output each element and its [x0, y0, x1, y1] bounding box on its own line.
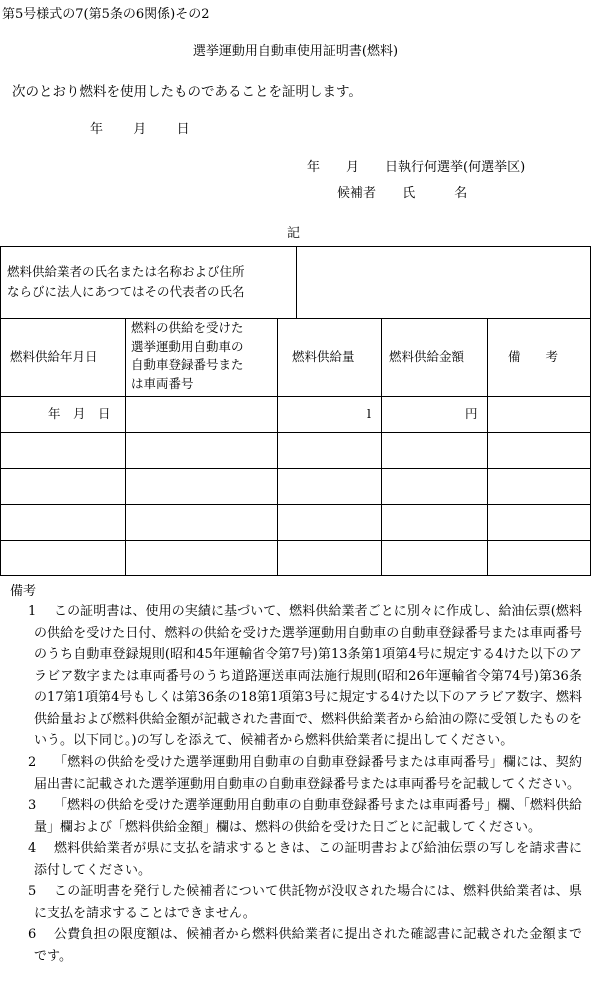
note-text: 公費負担の限度額は、候補者から燃料供給業者に提出された確認書に記載された金額までです。: [34, 927, 582, 964]
form-number: 第5号様式の7(第5条の6関係)その2: [2, 7, 210, 22]
fuel-table: [0, 246, 591, 576]
date-day: 日: [176, 122, 190, 137]
note-item: [28, 795, 582, 838]
note-text: この証明書は、使用の実績に基づいて、燃料供給業者ごとに別々に作成し、給油伝票(燃料の供給を受けた日付、燃料の供給を受けた選挙運動用自動車の自動車登録番号または車両番号のうち自動車登録規則(昭和45年運輸省令第7号)第13条第1項第4号に規定する4けた以下のアラビア数字または車両番号のうち道路運送車両法施行規則(昭和26年運輸省令第74号)第36条の17第1項第4号もしくは第36条の18第1項第3号に規定する4けた以下のアラビア数字、燃料供給量および燃料供給金額が記載された書面で、燃料供給業者から給油の際に受領したものをいう。以下同じ。)の写しを添えて、候補者から燃料供給業者に提出してください。: [34, 604, 582, 748]
note-number: 2: [28, 755, 37, 770]
note-item: [28, 838, 582, 881]
supplier-input[interactable]: [297, 247, 590, 318]
note-item: [28, 924, 582, 967]
ki-marker: 記: [287, 226, 301, 241]
note-item: [28, 601, 582, 752]
document-title: 選挙運動用自動車使用証明書(燃料): [192, 44, 399, 59]
date-year: 年: [90, 122, 104, 137]
table-row[interactable]: [1, 505, 125, 540]
note-text: 燃料供給業者が県に支払を請求するときは、この証明書および給油伝票の写しを請求書に添付してください。: [34, 841, 582, 878]
note-number: 1: [28, 604, 37, 619]
header-price: 燃料供給金額: [389, 349, 465, 364]
candidate-name-label: 氏 名: [402, 186, 468, 201]
row1-amount-unit: l: [367, 406, 371, 421]
header-vehicle: 燃料の供給を受けた 選挙運動用自動車の 自動車登録番号また は車両番号: [131, 320, 244, 391]
row1-date: 年 月 日: [48, 406, 111, 421]
note-number: 4: [28, 841, 37, 856]
table-row[interactable]: [1, 541, 125, 575]
row1-price-unit: 円: [465, 406, 478, 421]
election-info: 年 月 日執行何選挙(何選挙区): [307, 160, 526, 175]
note-text: 「燃料の供給を受けた選挙運動用自動車の自動車登録番号または車両番号」欄には、契約届出書に記載された選挙運動用自動車の自動車登録番号または車両番号を記載してください。: [34, 755, 582, 792]
header-date: 燃料供給年月日: [10, 349, 98, 364]
note-number: 6: [28, 927, 37, 942]
intro-statement: 次のとおり燃料を使用したものであることを証明します。: [12, 84, 362, 100]
note-number: 3: [28, 798, 37, 813]
note-item: [28, 881, 582, 924]
table-row[interactable]: [1, 433, 125, 468]
certification-date: [90, 118, 190, 137]
candidate-label: 候補者: [337, 186, 377, 201]
note-text: この証明書を発行した候補者について供託物が没収された場合には、燃料供給業者は、県に支払を請求することはできません。: [34, 884, 582, 921]
note-text: 「燃料の供給を受けた選挙運動用自動車の自動車登録番号または車両番号」欄、「燃料供給量」欄および「燃料供給金額」欄は、燃料の供給を受けた日ごとに記載してください。: [34, 798, 582, 835]
notes-title: 備考: [10, 584, 37, 599]
supplier-label: 燃料供給業者の氏名または名称および住所 ならびに法人にあつてはその代表者の氏名: [7, 264, 245, 299]
candidate-line: [337, 182, 467, 201]
header-remarks: 備 考: [508, 349, 559, 364]
header-amount: 燃料供給量: [292, 349, 355, 364]
table-row[interactable]: [1, 469, 125, 504]
date-month: 月: [133, 122, 147, 137]
note-item: [28, 752, 582, 795]
note-number: 5: [28, 884, 37, 899]
